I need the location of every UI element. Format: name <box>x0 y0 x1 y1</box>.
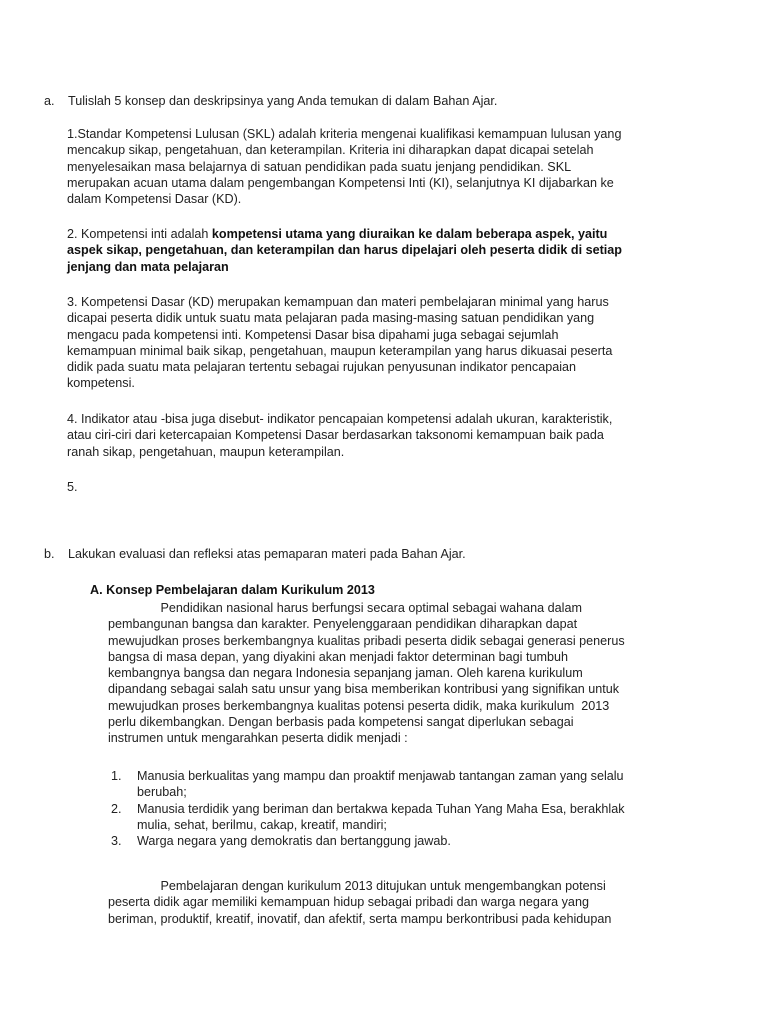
text-line: bangsa di masa depan, yang diyakini akan menjadi faktor determinan bagi tumbuh <box>108 649 568 664</box>
text-line: atau ciri-ciri dari ketercapaian Kompetensi Dasar berdasarkan taksonomi kemampuan baik pada <box>67 428 604 443</box>
curriculum-paragraph-2 <box>108 878 611 927</box>
concept-2-bold-text: kompetensi utama yang diuraikan ke dalam beberapa aspek, yaitu <box>211 227 608 241</box>
text-line: ranah sikap, pengetahuan, maupun keterampilan. <box>67 444 345 459</box>
section-b-marker: b. <box>44 547 55 561</box>
text-line: instrumen untuk mengarahkan peserta didik menjadi : <box>108 731 408 746</box>
goals-list <box>111 768 625 849</box>
section-b-question: Lakukan evaluasi dan refleksi atas pemaparan materi pada Bahan Ajar. <box>68 547 466 561</box>
text-line: pembangunan bangsa dan karakter. Penyelenggaraan pendidikan diharapkan dapat <box>108 617 578 632</box>
text-line: mengacu pada kompetensi inti. Kompetensi Dasar bisa dipahami juga sebagai sejumlah <box>67 327 559 342</box>
section-heading: A. Konsep Pembelajaran dalam Kurikulum 2013 <box>90 583 375 597</box>
concept-4-paragraph <box>67 411 612 460</box>
text-line: kembangnya bangsa dan negara Indonesia sepanjang jaman. Oleh karena kurikulum <box>108 666 583 681</box>
list-item <box>111 801 625 834</box>
list-number: 1. <box>111 769 122 783</box>
text-line: merupakan acuan utama dalam pengembangan Kompetensi Inti (KI), selanjutnya KI dijabarkan ke <box>67 175 614 190</box>
concept-2-paragraph <box>67 226 622 275</box>
concept-2-bold-text: jenjang dan mata pelajaran <box>67 259 229 274</box>
text-line: berubah; <box>137 785 187 800</box>
text-line: Manusia berkualitas yang mampu dan proaktif menjawab tantangan zaman yang selalu <box>137 769 624 783</box>
text-line: Pembelajaran dengan kurikulum 2013 ditujukan untuk mengembangkan potensi <box>108 879 606 893</box>
list-item <box>111 768 625 801</box>
text-line: dalam Kompetensi Dasar (KD). <box>67 192 242 207</box>
concept-3-paragraph <box>67 294 612 392</box>
text-line: perlu dikembangkan. Dengan berbasis pada kompetensi sangat diperlukan sebagai <box>108 715 574 730</box>
text-line: 3. Kompetensi Dasar (KD) merupakan kemampuan dan materi pembelajaran minimal yang harus <box>67 295 609 309</box>
text-line: mulia, sehat, berilmu, cakap, kreatif, mandiri; <box>137 817 387 832</box>
text-line: didik pada suatu mata pelajaran tertentu sebagai rujukan penyusunan indikator pencapaian <box>67 360 577 375</box>
concept-2-bold-text: aspek sikap, pengetahuan, dan keterampilan dan harus dipelajari oleh peserta didik di setiap <box>67 243 622 258</box>
text-line: kemampuan minimal baik sikap, pengetahuan, maupun keterampilan yang harus dikuasai peserta <box>67 343 613 358</box>
text-line: peserta didik agar memiliki kemampuan hidup sebagai pribadi dan warga negara yang <box>108 895 589 910</box>
text-line: Manusia terdidik yang beriman dan bertakwa kepada Tuhan Yang Maha Esa, berakhlak <box>137 801 625 816</box>
text-line: dipandang sebagai salah satu unsur yang bisa memberikan kontribusi yang signifikan untuk <box>108 682 620 697</box>
text-line: dicapai peserta didik untuk suatu mata pelajaran pada masing-masing satuan pendidikan yang <box>67 311 595 326</box>
text-line: mewujudkan proses berkembangnya kualitas potensi peserta didik, maka kurikulum 2013 <box>108 698 610 713</box>
section-a-question: Tulislah 5 konsep dan deskripsinya yang Anda temukan di dalam Bahan Ajar. <box>68 94 498 108</box>
concept-1-paragraph <box>67 126 621 207</box>
text-line: Pendidikan nasional harus berfungsi secara optimal sebagai wahana dalam <box>108 601 582 615</box>
concept-2-lead: 2. Kompetensi inti adalah <box>67 227 212 241</box>
text-line: mencakup sikap, pengetahuan, dan keterampilan. Kriteria ini diharapkan dapat dicapai setelah <box>67 143 594 158</box>
concept-5-number: 5. <box>67 480 78 494</box>
section-a-marker: a. <box>44 94 55 108</box>
list-number: 2. <box>111 801 122 816</box>
text-line: menyelesaikan masa belajarnya di satuan pendidikan pada suatu jenjang pendidikan. SKL <box>67 159 572 174</box>
text-line: kompetensi. <box>67 376 135 391</box>
list-item <box>111 833 625 849</box>
text-line: 1.Standar Kompetensi Lulusan (SKL) adalah kriteria mengenai kualifikasi kemampuan lulusan yang <box>67 127 622 141</box>
text-line: 4. Indikator atau -bisa juga disebut- indikator pencapaian kompetensi adalah ukuran, karakteristik, <box>67 412 613 426</box>
list-number: 3. <box>111 834 122 849</box>
text-line: Warga negara yang demokratis dan bertanggung jawab. <box>137 834 451 849</box>
text-line: beriman, produktif, kreatif, inovatif, dan afektif, serta mampu berkontribusi pada kehidupan <box>108 911 612 926</box>
text-line: mewujudkan proses berkembangnya kualitas pribadi peserta didik sebagai generasi penerus <box>108 633 625 648</box>
curriculum-paragraph-1 <box>108 600 625 747</box>
